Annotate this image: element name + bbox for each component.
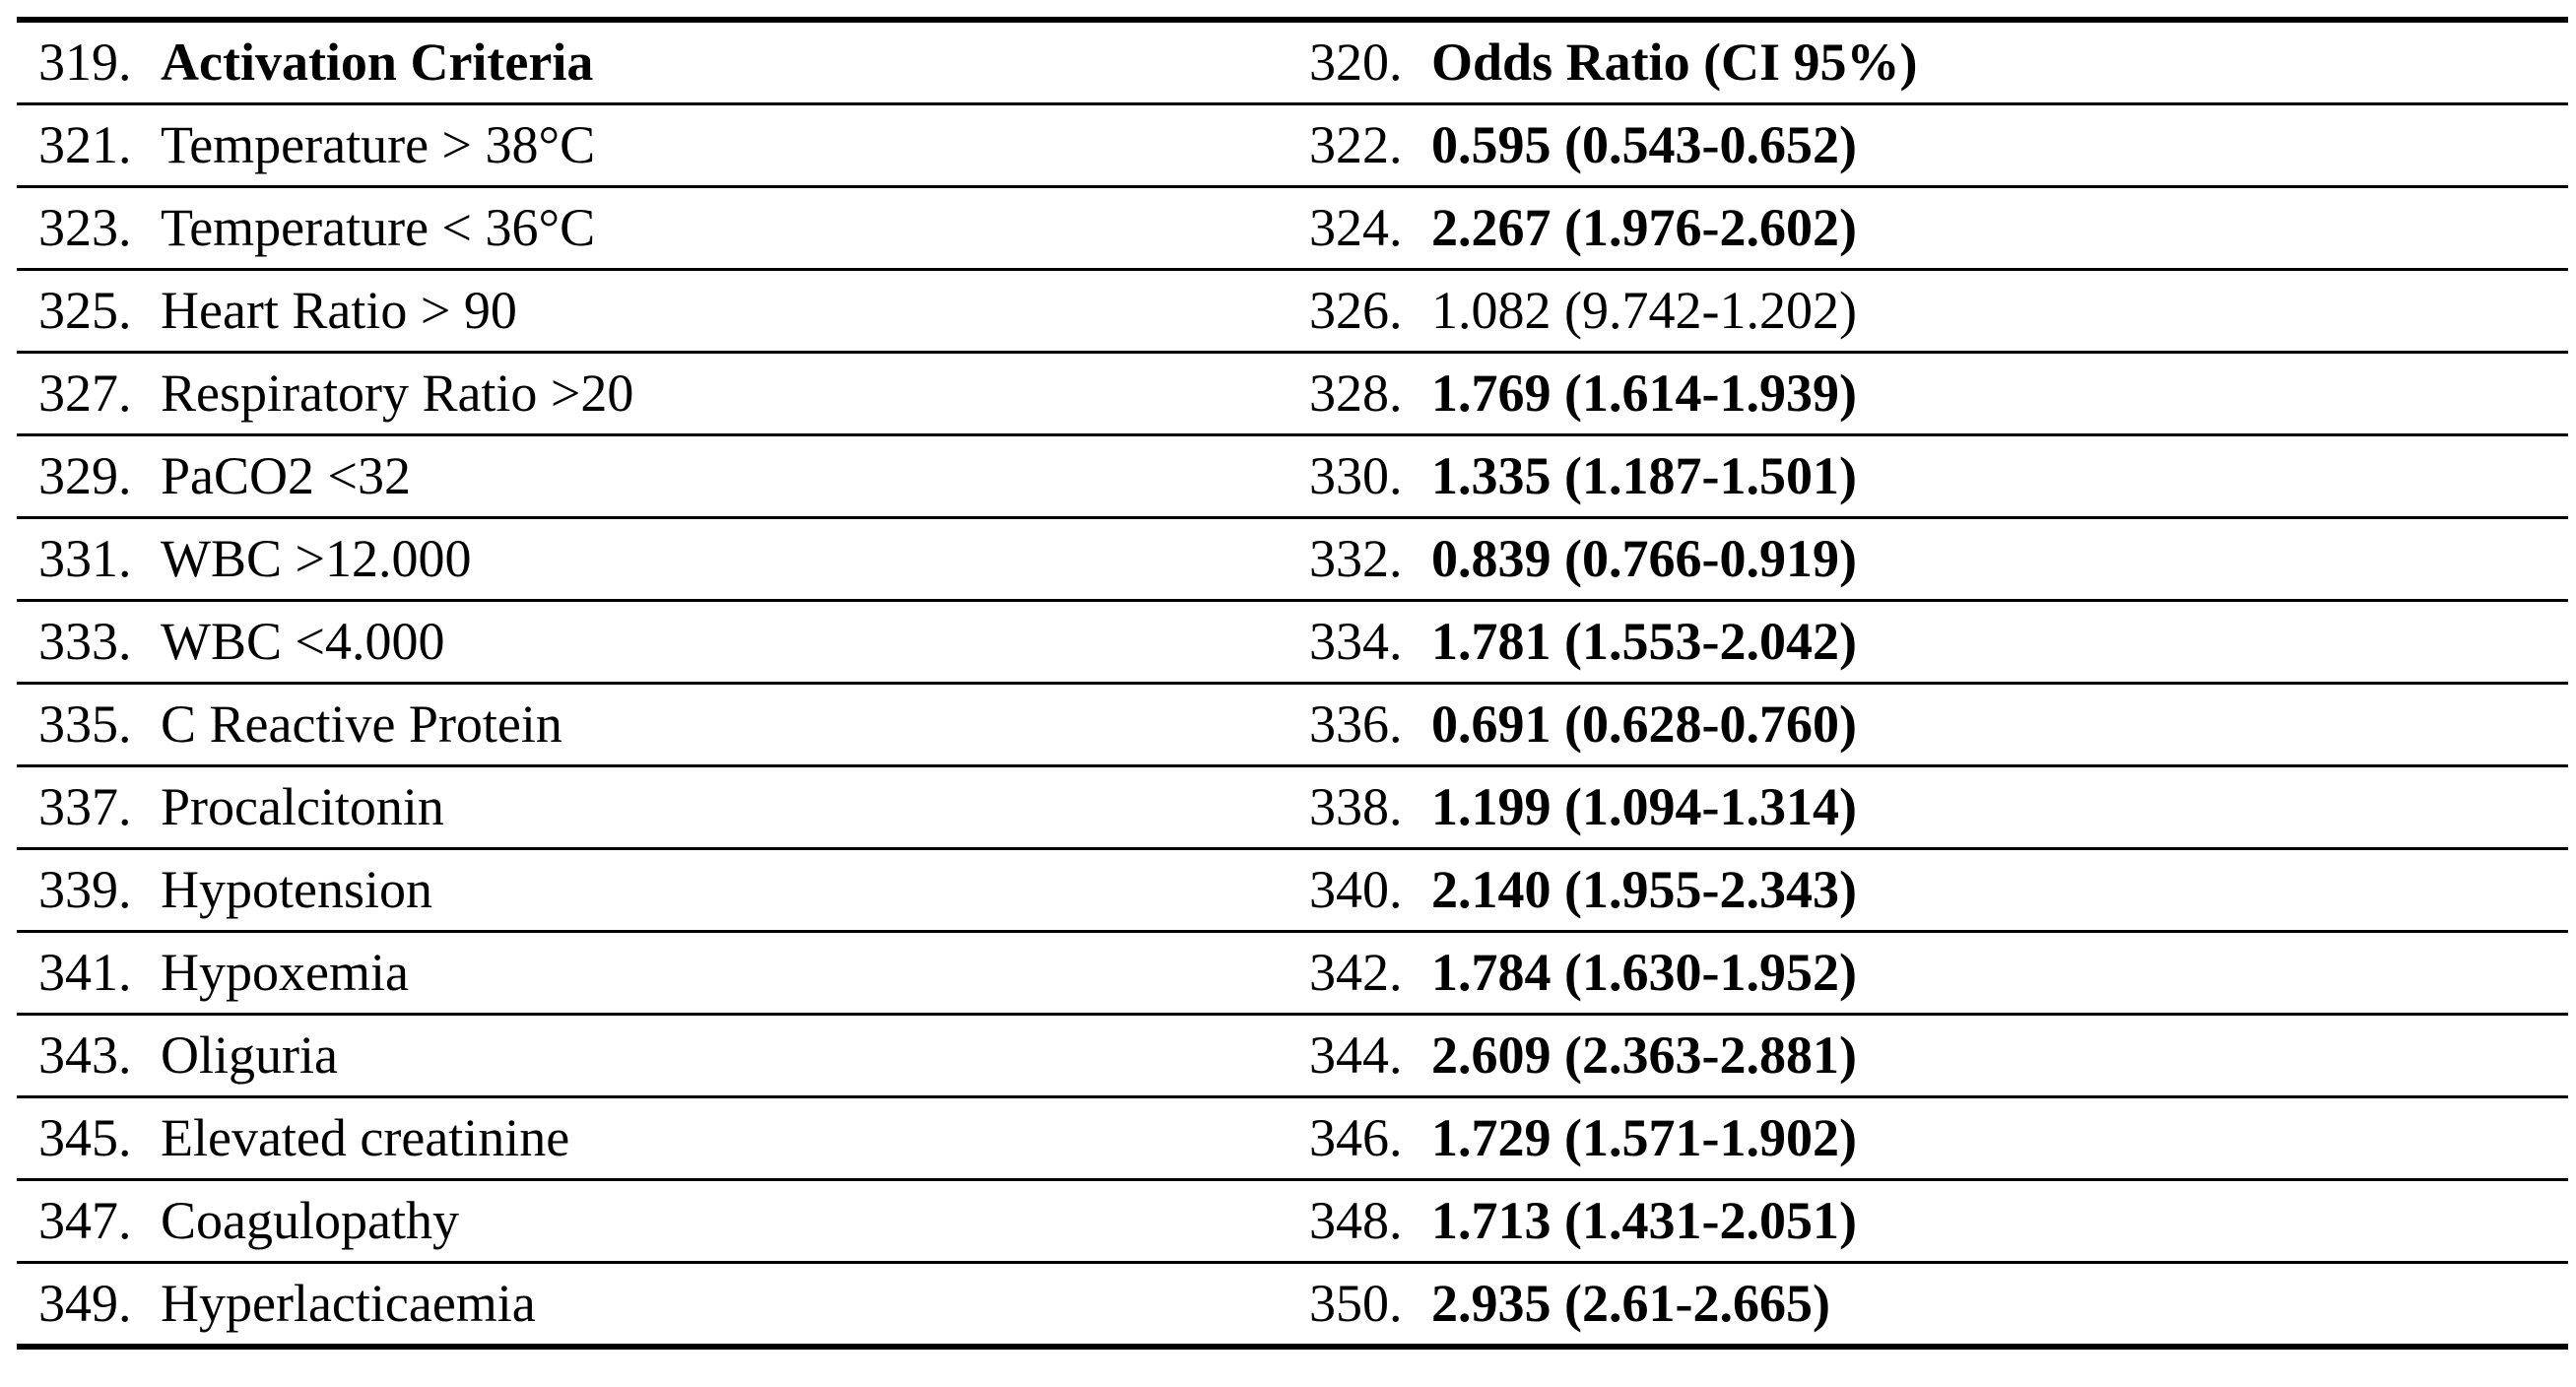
odds-ratio-table-container: [17, 17, 2568, 1350]
odds-ratio-table: [17, 17, 2568, 1350]
criterion-cell: [17, 1015, 1309, 1097]
criterion-cell: [17, 435, 1309, 518]
odds-ratio-cell: [1309, 518, 2568, 601]
criterion-label: WBC <4.000: [161, 612, 445, 671]
criterion-cell: [17, 684, 1309, 766]
criterion-label: Temperature > 38°C: [161, 115, 596, 174]
row-right-number: 342.: [1309, 943, 1403, 1002]
header-odds-cell: [1309, 20, 2568, 104]
row-left-number: 335.: [38, 694, 132, 754]
criterion-label: Hypotension: [161, 860, 432, 919]
row-left-number: 347.: [38, 1191, 132, 1250]
table-row: [17, 766, 2568, 849]
criterion-cell: [17, 932, 1309, 1015]
criterion-label: Hyperlacticaemia: [161, 1274, 536, 1333]
row-left-number: 331.: [38, 529, 132, 588]
table-row: [17, 1263, 2568, 1348]
criterion-label: Procalcitonin: [161, 777, 444, 836]
odds-ratio-value: 0.839 (0.766-0.919): [1431, 529, 1857, 588]
odds-ratio-value: 0.595 (0.543-0.652): [1431, 115, 1857, 174]
criterion-cell: [17, 104, 1309, 187]
header-right-number: 320.: [1309, 33, 1403, 92]
row-right-number: 328.: [1309, 363, 1403, 423]
row-right-number: 330.: [1309, 446, 1403, 505]
table-body: [17, 20, 2568, 1347]
criterion-label: Heart Ratio > 90: [161, 281, 517, 340]
table-row: [17, 1015, 2568, 1097]
odds-ratio-cell: [1309, 104, 2568, 187]
header-activation-criteria: Activation Criteria: [161, 33, 594, 92]
row-left-number: 327.: [38, 363, 132, 423]
header-criteria-cell: [17, 20, 1309, 104]
odds-ratio-cell: [1309, 766, 2568, 849]
table-row: [17, 932, 2568, 1015]
criterion-cell: [17, 270, 1309, 353]
criterion-cell: [17, 1097, 1309, 1180]
row-right-number: 346.: [1309, 1108, 1403, 1167]
table-row: [17, 270, 2568, 353]
odds-ratio-value: 1.199 (1.094-1.314): [1431, 777, 1857, 836]
criterion-cell: [17, 353, 1309, 435]
odds-ratio-cell: [1309, 849, 2568, 932]
row-left-number: 343.: [38, 1025, 132, 1085]
row-right-number: 348.: [1309, 1191, 1403, 1250]
row-right-number: 344.: [1309, 1025, 1403, 1085]
odds-ratio-cell: [1309, 1263, 2568, 1348]
odds-ratio-value: 1.713 (1.431-2.051): [1431, 1191, 1857, 1250]
odds-ratio-value: 1.769 (1.614-1.939): [1431, 363, 1857, 423]
odds-ratio-value: 2.267 (1.976-2.602): [1431, 198, 1857, 257]
odds-ratio-value: 0.691 (0.628-0.760): [1431, 694, 1857, 754]
odds-ratio-value: 1.781 (1.553-2.042): [1431, 612, 1857, 671]
criterion-cell: [17, 1263, 1309, 1348]
row-left-number: 325.: [38, 281, 132, 340]
header-odds-ratio: Odds Ratio (CI 95%): [1431, 33, 1918, 92]
odds-ratio-value: 1.729 (1.571-1.902): [1431, 1108, 1857, 1167]
criterion-cell: [17, 849, 1309, 932]
row-left-number: 323.: [38, 198, 132, 257]
odds-ratio-value: 1.082 (9.742-1.202): [1431, 281, 1857, 340]
table-row: [17, 684, 2568, 766]
row-left-number: 341.: [38, 943, 132, 1002]
table-row: [17, 353, 2568, 435]
odds-ratio-cell: [1309, 1015, 2568, 1097]
criterion-cell: [17, 766, 1309, 849]
criterion-label: PaCO2 <32: [161, 446, 411, 505]
table-row: [17, 518, 2568, 601]
row-left-number: 321.: [38, 115, 132, 174]
criterion-label: Hypoxemia: [161, 943, 409, 1002]
odds-ratio-cell: [1309, 435, 2568, 518]
row-left-number: 329.: [38, 446, 132, 505]
odds-ratio-cell: [1309, 1097, 2568, 1180]
row-right-number: 332.: [1309, 529, 1403, 588]
odds-ratio-cell: [1309, 353, 2568, 435]
row-right-number: 336.: [1309, 694, 1403, 754]
odds-ratio-cell: [1309, 1180, 2568, 1263]
row-right-number: 350.: [1309, 1274, 1403, 1333]
odds-ratio-value: 2.935 (2.61-2.665): [1431, 1274, 1830, 1333]
odds-ratio-cell: [1309, 684, 2568, 766]
table-row: [17, 1097, 2568, 1180]
table-row: [17, 187, 2568, 270]
table-row: [17, 601, 2568, 684]
row-right-number: 326.: [1309, 281, 1403, 340]
criterion-label: Coagulopathy: [161, 1191, 459, 1250]
row-left-number: 333.: [38, 612, 132, 671]
criterion-label: Respiratory Ratio >20: [161, 363, 634, 423]
criterion-cell: [17, 187, 1309, 270]
header-left-number: 319.: [38, 33, 132, 92]
odds-ratio-value: 2.140 (1.955-2.343): [1431, 860, 1857, 919]
row-right-number: 338.: [1309, 777, 1403, 836]
table-row: [17, 1180, 2568, 1263]
criterion-cell: [17, 1180, 1309, 1263]
odds-ratio-cell: [1309, 601, 2568, 684]
table-header-row: [17, 20, 2568, 104]
row-right-number: 340.: [1309, 860, 1403, 919]
row-left-number: 345.: [38, 1108, 132, 1167]
table-row: [17, 849, 2568, 932]
odds-ratio-value: 1.335 (1.187-1.501): [1431, 446, 1857, 505]
criterion-cell: [17, 518, 1309, 601]
row-left-number: 337.: [38, 777, 132, 836]
row-right-number: 322.: [1309, 115, 1403, 174]
row-right-number: 334.: [1309, 612, 1403, 671]
criterion-label: Oliguria: [161, 1025, 338, 1085]
criterion-cell: [17, 601, 1309, 684]
criterion-label: C Reactive Protein: [161, 694, 562, 754]
odds-ratio-value: 2.609 (2.363-2.881): [1431, 1025, 1857, 1085]
row-left-number: 339.: [38, 860, 132, 919]
row-left-number: 349.: [38, 1274, 132, 1333]
odds-ratio-cell: [1309, 187, 2568, 270]
criterion-label: Temperature < 36°C: [161, 198, 596, 257]
row-right-number: 324.: [1309, 198, 1403, 257]
odds-ratio-cell: [1309, 932, 2568, 1015]
criterion-label: Elevated creatinine: [161, 1108, 570, 1167]
odds-ratio-value: 1.784 (1.630-1.952): [1431, 943, 1857, 1002]
criterion-label: WBC >12.000: [161, 529, 472, 588]
table-row: [17, 435, 2568, 518]
table-row: [17, 104, 2568, 187]
odds-ratio-cell: [1309, 270, 2568, 353]
